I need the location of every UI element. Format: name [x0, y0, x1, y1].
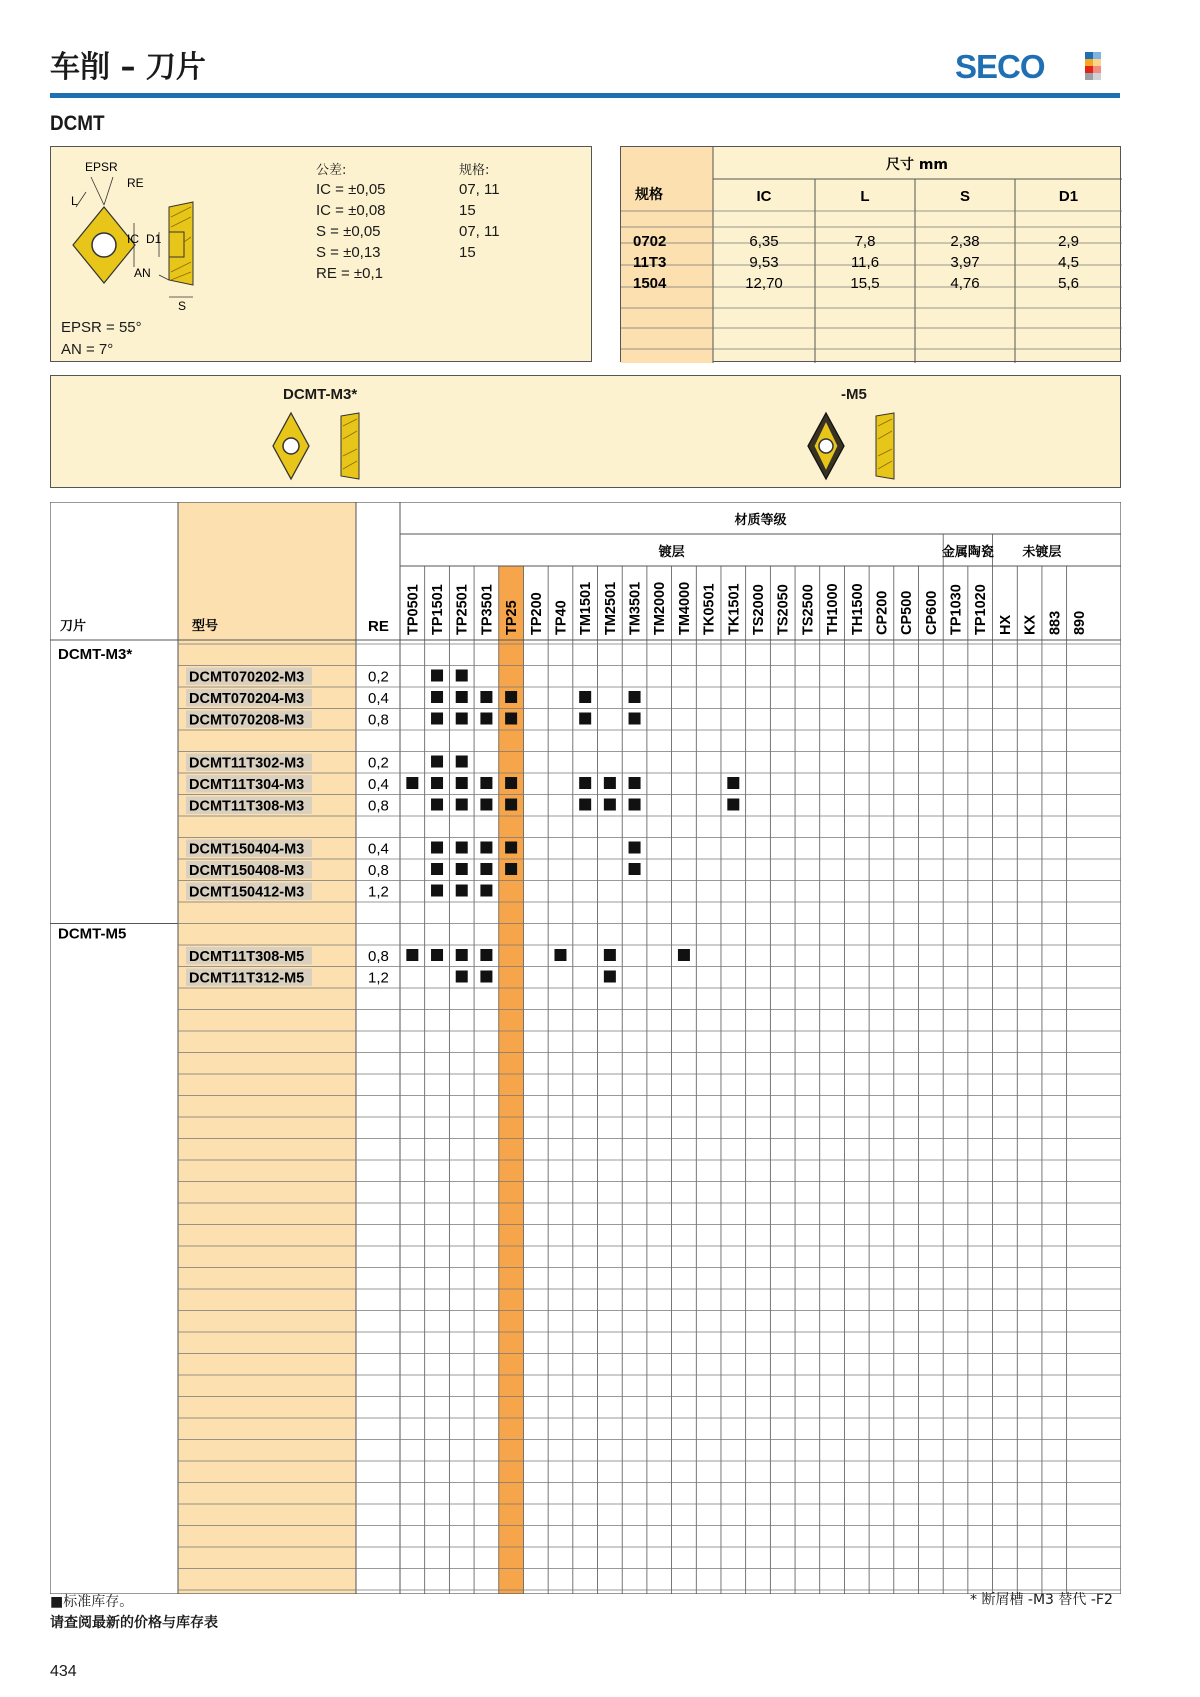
uncoated-header: 未镀层: [1022, 544, 1062, 559]
dim-row-size: 1504: [633, 275, 667, 292]
stock-mark: [456, 949, 468, 961]
dim-group-header: 尺寸 mm: [885, 157, 949, 173]
m3-insert-icon: [271, 411, 381, 486]
stock-mark: [727, 799, 739, 811]
tolerance-value: S = ±0,05: [316, 223, 381, 240]
grade-label: CP200: [874, 590, 891, 635]
stock-mark: [629, 691, 641, 703]
tolerance-size: 15: [459, 202, 476, 219]
grade-label: TK0501: [701, 583, 718, 635]
size-header: 规格:: [459, 163, 490, 178]
dim-value: 2,9: [1058, 233, 1079, 250]
stock-mark: [629, 842, 641, 854]
grade-label: TP1501: [430, 584, 447, 635]
tolerance-value: IC = ±0,08: [316, 202, 386, 219]
stock-mark: [480, 863, 492, 875]
stock-mark: [456, 756, 468, 768]
stock-mark: [480, 949, 492, 961]
grade-label: TP0501: [405, 584, 422, 635]
tolerance-header: 公差:: [316, 163, 347, 178]
tolerance-size: 07, 11: [459, 181, 500, 198]
seco-logo: [955, 48, 1115, 84]
stock-mark: [604, 777, 616, 789]
grade-label: TP25: [504, 600, 521, 635]
d1-label: D1: [146, 232, 162, 246]
stock-mark: [431, 863, 443, 875]
grade-label: TS2000: [751, 584, 768, 635]
stock-mark: [406, 949, 418, 961]
grade-label: TS2500: [800, 584, 817, 635]
dim-value: 4,5: [1058, 254, 1079, 271]
grade-label: TP1030: [948, 584, 965, 635]
grade-label: TH1000: [825, 583, 842, 635]
grades-table: [50, 502, 1121, 1599]
grade-label: TH1500: [849, 583, 866, 635]
stock-mark: [431, 885, 443, 897]
stock-mark: [480, 777, 492, 789]
grade-label: TK1501: [726, 583, 743, 635]
stock-mark: [554, 949, 566, 961]
stock-mark: [431, 756, 443, 768]
grade-label: TM2501: [602, 581, 619, 635]
grade-label: TM4000: [676, 581, 693, 635]
page-title: 车削 – 刀片: [50, 50, 206, 85]
re-value: 0,8: [368, 862, 389, 879]
grade-label: TM1501: [578, 581, 595, 635]
header-rule: [50, 93, 1120, 98]
stock-mark: [505, 863, 517, 875]
grade-label: TS2050: [775, 584, 792, 635]
insert-type: DCMT11T312-M5: [189, 970, 305, 987]
stock-mark: [431, 670, 443, 682]
stock-mark: [727, 777, 739, 789]
group-name: DCMT-M5: [58, 925, 127, 943]
re-label: RE: [127, 176, 144, 190]
stock-mark: [480, 691, 492, 703]
grade-label: TM3501: [627, 581, 644, 635]
stock-mark: [579, 799, 591, 811]
re-value: 0,2: [368, 668, 389, 686]
stock-mark: [406, 777, 418, 789]
grade-label: KX: [1022, 614, 1039, 635]
stock-mark: [480, 713, 492, 725]
stock-mark: [456, 842, 468, 854]
dim-value: 2,38: [950, 233, 980, 250]
stock-mark: [678, 949, 690, 961]
re-value: 0,4: [368, 690, 389, 707]
variant-m3-label: DCMT-M3*: [283, 386, 358, 403]
cermet-header: 金属陶瓷: [941, 544, 994, 559]
grade-label: 883: [1047, 610, 1064, 635]
dim-value: 7,8: [854, 233, 876, 250]
tolerance-value: RE = ±0,1: [316, 265, 384, 282]
dim-col-header: S: [959, 188, 971, 205]
stock-mark: [431, 713, 443, 725]
re-value: 0,8: [368, 797, 389, 815]
coated-header: 镀层: [658, 544, 685, 559]
dim-col-header: L: [860, 188, 870, 205]
grade-label: TP1020: [973, 584, 990, 635]
insert-type: DCMT150408-M3: [189, 863, 305, 879]
stock-mark: [456, 713, 468, 725]
stock-mark: [456, 971, 468, 983]
stock-mark: [456, 885, 468, 897]
re-value: 1,2: [368, 883, 389, 901]
dimensions-panel: [620, 146, 1121, 362]
re-col-header: RE: [368, 618, 389, 635]
insert-type: DCMT150412-M3: [189, 884, 305, 901]
grade-label: 890: [1071, 610, 1088, 635]
tolerance-size: 15: [459, 244, 476, 261]
grade-label: TP3501: [479, 584, 496, 635]
stock-mark: [505, 713, 517, 725]
stock-mark: [505, 799, 517, 811]
grade-label: TM2000: [652, 581, 669, 635]
stock-mark: [604, 799, 616, 811]
material-grade-header: 材质等级: [734, 512, 787, 527]
grade-label: CP500: [899, 590, 916, 635]
stock-legend: ■标准库存。: [50, 1594, 134, 1610]
grade-label: TP40: [553, 600, 570, 635]
stock-mark: [431, 949, 443, 961]
stock-mark: [505, 842, 517, 854]
epsr-label: EPSR: [85, 160, 118, 174]
stock-mark: [604, 971, 616, 983]
page-number: 434: [50, 1663, 77, 1680]
dim-value: 6,35: [749, 233, 779, 250]
grade-label: HX: [997, 614, 1014, 635]
stock-mark: [456, 863, 468, 875]
grade-label: CP600: [923, 590, 940, 635]
re-value: 0,8: [368, 948, 389, 965]
dim-value: 5,6: [1058, 275, 1079, 292]
stock-mark: [431, 777, 443, 789]
tolerance-value: S = ±0,13: [316, 244, 381, 261]
insert-type: DCMT11T308-M5: [189, 949, 305, 965]
dim-col-header: IC: [756, 188, 772, 205]
insert-code-title: DCMT: [50, 112, 105, 135]
variant-m5-label: -M5: [841, 386, 867, 403]
chipbreaker-note: * 断屑槽 -M3 替代 -F2: [970, 1592, 1113, 1608]
stock-mark: [431, 691, 443, 703]
dim-row-size: 11T3: [633, 254, 667, 271]
variants-panel: [50, 375, 1121, 488]
insert-type: DCMT11T308-M3: [189, 798, 305, 815]
stock-mark: [629, 863, 641, 875]
re-value: 0,8: [368, 711, 389, 729]
stock-mark: [480, 885, 492, 897]
dim-row-size: 0702: [633, 233, 667, 250]
re-value: 0,4: [368, 840, 389, 858]
stock-mark: [505, 777, 517, 789]
insert-type: DCMT150404-M3: [189, 841, 305, 858]
an-label: AN: [134, 266, 151, 280]
epsr-value: EPSR = 55°: [61, 319, 142, 336]
stock-mark: [604, 949, 616, 961]
grade-label: TP2501: [454, 584, 471, 635]
dim-value: 12,70: [745, 275, 783, 292]
dim-value: 11,6: [850, 254, 880, 271]
stock-mark: [480, 842, 492, 854]
dim-value: 9,53: [749, 254, 779, 271]
stock-mark: [456, 670, 468, 682]
stock-mark: [579, 691, 591, 703]
insert-type: DCMT11T302-M3: [189, 755, 305, 772]
type-col-header: 型号: [192, 618, 219, 633]
dim-size-header: 规格: [635, 187, 663, 203]
insert-type: DCMT11T304-M3: [189, 777, 305, 793]
stock-mark: [629, 713, 641, 725]
stock-mark: [456, 777, 468, 789]
stock-mark: [456, 691, 468, 703]
re-value: 0,4: [368, 776, 389, 793]
s-label: S: [178, 299, 187, 313]
stock-mark: [579, 713, 591, 725]
stock-mark: [629, 799, 641, 811]
price-stock-note: 请查阅最新的价格与库存表: [50, 1615, 218, 1631]
insert-type: DCMT070202-M3: [189, 669, 305, 686]
l-label: L: [71, 194, 78, 208]
stock-mark: [480, 971, 492, 983]
dim-value: 3,97: [950, 254, 980, 271]
m5-insert-icon: [806, 411, 916, 486]
insert-type: DCMT070204-M3: [189, 691, 305, 707]
dim-value: 15,5: [850, 275, 880, 292]
re-value: 1,2: [368, 969, 389, 987]
grade-label: TP200: [528, 592, 545, 635]
dimensions-table: [621, 147, 1122, 363]
logo-text: SECO: [955, 48, 1045, 84]
an-value: AN = 7°: [61, 341, 114, 358]
tolerance-panel: [50, 146, 592, 362]
stock-mark: [456, 799, 468, 811]
stock-mark: [431, 799, 443, 811]
stock-mark: [579, 777, 591, 789]
re-value: 0,2: [368, 754, 389, 772]
insert-geometry-diagram: [51, 147, 251, 317]
ic-label: IC: [127, 232, 139, 246]
stock-mark: [431, 842, 443, 854]
tolerance-value: IC = ±0,05: [316, 181, 386, 198]
stock-mark: [629, 777, 641, 789]
insert-col-header: 刀片: [60, 618, 87, 633]
group-name: DCMT-M3*: [58, 646, 133, 663]
dim-value: 4,76: [950, 275, 980, 292]
insert-type: DCMT070208-M3: [189, 712, 305, 729]
tolerance-size: 07, 11: [459, 223, 500, 240]
stock-mark: [480, 799, 492, 811]
dim-col-header: D1: [1058, 188, 1079, 205]
stock-mark: [505, 691, 517, 703]
